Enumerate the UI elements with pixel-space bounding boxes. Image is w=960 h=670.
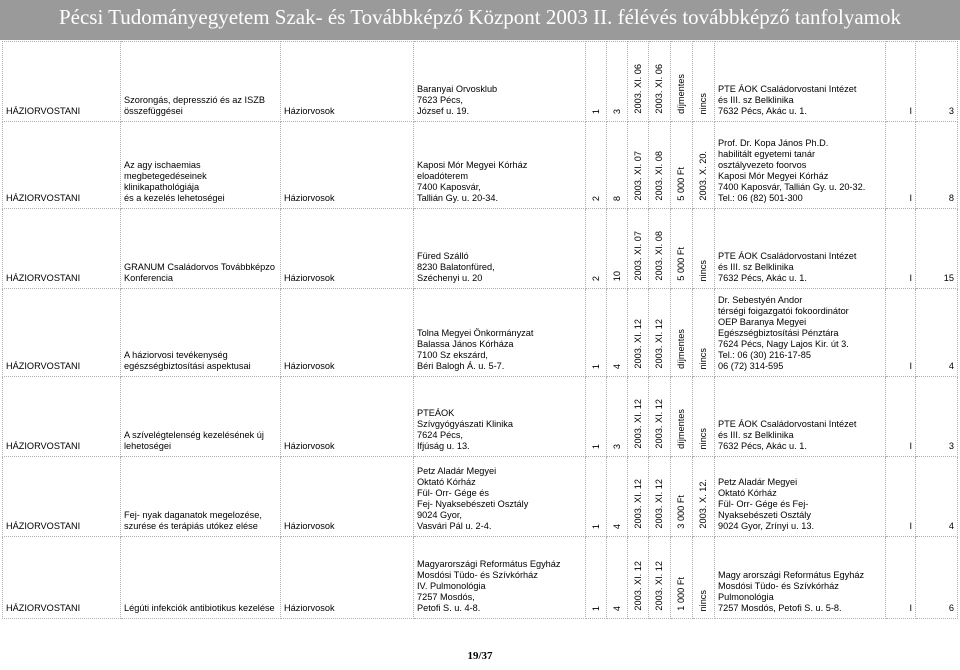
venue-cell (414, 209, 586, 289)
hours-cell (607, 122, 628, 209)
level-cell-text: I (909, 441, 912, 451)
days-value: 2 (590, 195, 601, 201)
points-cell (916, 122, 958, 209)
organizer-cell (715, 42, 886, 122)
level-cell (886, 42, 916, 122)
venue-cell (414, 377, 586, 457)
start-date-cell (628, 209, 649, 289)
start-date-cell-text: 2003. XI. 12 (632, 561, 643, 611)
fee-cell (671, 377, 693, 457)
deadline-cell-text: nincs (698, 427, 708, 449)
audience-cell-text: Háziorvosok (284, 193, 335, 203)
course-title-cell (121, 377, 281, 457)
course-table (2, 41, 958, 619)
end-date-cell (649, 377, 671, 457)
table-row (3, 457, 958, 537)
hours-value: 4 (611, 523, 622, 529)
points-cell (916, 209, 958, 289)
days-cell (586, 377, 607, 457)
audience-cell (281, 42, 414, 122)
organizer-cell-text: PTE ÁOK Családorvostani Intézet és III. sz Belklinika 7632 Pécs, Akác u. 1. (718, 84, 857, 116)
table-row (3, 377, 958, 457)
fee-cell-text: 5 000 Ft (676, 167, 686, 201)
venue-cell-text: Füred Szálló 8230 Balatonfüred, Széchenyi u. 20 (417, 251, 495, 283)
end-date-cell-text: 2003. XI. 08 (654, 151, 664, 201)
venue-cell-text: Kaposi Mór Megyei Kórház eloadóterem 7400 Kaposvár, Tallián Gy. u. 20-34. (417, 160, 528, 203)
deadline-cell (693, 42, 715, 122)
table-row (3, 122, 958, 209)
course-title-cell (121, 42, 281, 122)
hours-value: 3 (611, 443, 622, 449)
course-title-cell-text: Az agy ischaemias megbetegedéseinek klinikapathológiája és a kezelés lehetoségei (124, 160, 225, 203)
hours-value: 4 (611, 605, 622, 611)
days-cell (586, 537, 607, 619)
fee-cell (671, 289, 693, 377)
venue-cell-text: PTEÁOK Szívgyógyászati Klinika 7624 Pécs, Ifjúság u. 13. (417, 408, 514, 451)
specialty-cell-text: HÁZIORVOSTANI (6, 603, 81, 613)
specialty-cell-text: HÁZIORVOSTANI (6, 106, 81, 116)
level-cell (886, 537, 916, 619)
audience-cell-text: Háziorvosok (284, 361, 335, 371)
organizer-cell (715, 457, 886, 537)
days-cell (586, 457, 607, 537)
organizer-cell-text: Prof. Dr. Kopa János Ph.D. habilitált egyetemi tanár osztályvezeto foorvos Kaposi Mór Megyei Kórház 7400 Kaposvár, Tallián Gy. u. 20-32. Tel.: 06 (82) 501-300 (718, 138, 866, 203)
deadline-cell-text: 2003. X. 20. (698, 151, 708, 201)
hours-cell (607, 42, 628, 122)
specialty-cell (3, 289, 121, 377)
deadline-cell (693, 537, 715, 619)
start-date-cell-text: 2003. XI. 06 (632, 64, 643, 114)
points-cell (916, 537, 958, 619)
start-date-cell-text: 2003. XI. 12 (632, 319, 643, 369)
audience-cell-text: Háziorvosok (284, 521, 335, 531)
organizer-cell (715, 122, 886, 209)
deadline-cell (693, 457, 715, 537)
course-title-cell (121, 122, 281, 209)
fee-cell-text: 1 000 Ft (676, 577, 686, 611)
fee-cell (671, 457, 693, 537)
specialty-cell-text: HÁZIORVOSTANI (6, 521, 81, 531)
audience-cell (281, 289, 414, 377)
course-title-cell-text: A háziorvosi tevékenység egészségbiztosítási aspektusai (124, 350, 251, 371)
hours-value: 3 (611, 108, 622, 114)
days-value: 1 (590, 363, 601, 369)
points-cell (916, 289, 958, 377)
end-date-cell (649, 122, 671, 209)
start-date-cell (628, 289, 649, 377)
fee-cell (671, 209, 693, 289)
level-cell-text: I (909, 521, 912, 531)
days-cell (586, 122, 607, 209)
level-cell-text: I (909, 273, 912, 283)
fee-cell-text: 5 000 Ft (676, 247, 686, 281)
deadline-cell-text: nincs (698, 589, 708, 611)
specialty-cell (3, 377, 121, 457)
level-cell (886, 289, 916, 377)
end-date-cell (649, 537, 671, 619)
days-cell (586, 209, 607, 289)
deadline-cell (693, 209, 715, 289)
fee-cell (671, 122, 693, 209)
audience-cell (281, 457, 414, 537)
audience-cell-text: Háziorvosok (284, 273, 335, 283)
organizer-cell-text: Magy arországi Református Egyház Mosdósi Tüdo- és Szívkórház Pulmonológia 7257 Mosdós, Petofi S. u. 5-8. (718, 570, 865, 613)
specialty-cell (3, 537, 121, 619)
fee-cell-text: 3 000 Ft (676, 495, 686, 529)
venue-cell (414, 289, 586, 377)
end-date-cell (649, 289, 671, 377)
level-cell-text: I (909, 106, 912, 116)
course-title-cell (121, 209, 281, 289)
deadline-cell (693, 289, 715, 377)
start-date-cell (628, 457, 649, 537)
start-date-cell (628, 537, 649, 619)
points-cell-text: 6 (948, 603, 954, 613)
start-date-cell (628, 377, 649, 457)
days-cell (586, 42, 607, 122)
organizer-cell (715, 537, 886, 619)
hours-cell (607, 457, 628, 537)
specialty-cell (3, 209, 121, 289)
hours-cell (607, 289, 628, 377)
start-date-cell-text: 2003. XI. 12 (632, 399, 643, 449)
points-cell-text: 3 (948, 441, 954, 451)
page-header (0, 0, 960, 40)
hours-cell (607, 377, 628, 457)
level-cell (886, 457, 916, 537)
fee-cell-text: díjmentes (676, 74, 686, 114)
venue-cell-text: Magyarországi Református Egyház Mosdósi Tüdo- és Szívkórház IV. Pulmonológia 7257 Mosdós, Petofi S. u. 4-8. (417, 559, 561, 613)
course-title-cell-text: A szívelégtelenség kezelésének új lehetoségei (124, 430, 264, 451)
points-cell-text: 4 (948, 361, 954, 371)
page-number (0, 650, 960, 662)
hours-value: 8 (611, 195, 622, 201)
venue-cell (414, 537, 586, 619)
venue-cell (414, 122, 586, 209)
days-value: 1 (590, 443, 601, 449)
fee-cell-text: díjmentes (676, 409, 686, 449)
deadline-cell (693, 377, 715, 457)
hours-cell (607, 209, 628, 289)
days-cell (586, 289, 607, 377)
end-date-cell-text: 2003. XI. 12 (654, 319, 664, 369)
deadline-cell-text: nincs (698, 92, 708, 114)
venue-cell (414, 457, 586, 537)
specialty-cell-text: HÁZIORVOSTANI (6, 273, 81, 283)
specialty-cell-text: HÁZIORVOSTANI (6, 193, 81, 203)
course-title-cell (121, 457, 281, 537)
course-title-cell-text: Szorongás, depresszió és az ISZB összefüggései (124, 95, 265, 116)
organizer-cell-text: PTE ÁOK Családorvostani Intézet és III. sz Belklinika 7632 Pécs, Akác u. 1. (718, 419, 857, 451)
audience-cell-text: Háziorvosok (284, 441, 335, 451)
deadline-cell-text: 2003. X. 12. (698, 479, 708, 529)
organizer-cell-text: Petz Aladár Megyei Oktató Kórház Fül- Orr- Gége és Fej- Nyaksebészeti Osztály 9024 Gyor, Zrínyi u. 13. (718, 477, 815, 531)
specialty-cell (3, 457, 121, 537)
specialty-cell-text: HÁZIORVOSTANI (6, 441, 81, 451)
points-cell-text: 8 (948, 193, 954, 203)
specialty-cell (3, 122, 121, 209)
venue-cell (414, 42, 586, 122)
course-title-cell-text: Légúti infekciók antibiotikus kezelése (124, 603, 275, 613)
start-date-cell-text: 2003. XI. 12 (632, 479, 643, 529)
fee-cell (671, 42, 693, 122)
course-title-cell-text: Fej- nyak daganatok megelozése, szurése és terápiás utókez elése (124, 510, 262, 531)
fee-cell-text: díjmentes (676, 329, 686, 369)
course-title-cell (121, 537, 281, 619)
level-cell-text: I (909, 603, 912, 613)
deadline-cell-text: nincs (698, 259, 708, 281)
points-cell (916, 457, 958, 537)
hours-cell (607, 537, 628, 619)
page-number-text: 19/37 (467, 650, 493, 662)
end-date-cell (649, 457, 671, 537)
venue-cell-text: Tolna Megyei Önkormányzat Balassa János Kórháza 7100 Sz ekszárd, Béri Balogh Á. u. 5-7. (417, 328, 534, 371)
organizer-cell (715, 289, 886, 377)
course-title-cell-text: GRANUM Családorvos Továbbképzo Konferencia (124, 262, 275, 283)
audience-cell-text: Háziorvosok (284, 603, 335, 613)
header-title: Pécsi Tudományegyetem Szak- és Továbbképző Központ 2003 II. félévés továbbképző tanfolyamok (58, 5, 902, 29)
level-cell (886, 377, 916, 457)
table-row (3, 42, 958, 122)
deadline-cell-text: nincs (698, 347, 708, 369)
start-date-cell-text: 2003. XI. 07 (632, 231, 643, 281)
end-date-cell (649, 42, 671, 122)
organizer-cell-text: PTE ÁOK Családorvostani Intézet és III. sz Belklinika 7632 Pécs, Akác u. 1. (718, 251, 857, 283)
end-date-cell-text: 2003. XI. 12 (654, 399, 664, 449)
table-row (3, 537, 958, 619)
points-cell-text: 15 (943, 273, 954, 283)
level-cell (886, 209, 916, 289)
points-cell (916, 42, 958, 122)
points-cell (916, 377, 958, 457)
audience-cell (281, 122, 414, 209)
days-value: 1 (590, 605, 601, 611)
audience-cell (281, 209, 414, 289)
venue-cell-text: Petz Aladár Megyei Oktató Kórház Fül- Orr- Gége és Fej- Nyaksebészeti Osztály 9024 Gyor, Vasvári Pál u. 2-4. (417, 466, 529, 531)
start-date-cell (628, 122, 649, 209)
start-date-cell (628, 42, 649, 122)
points-cell-text: 4 (948, 521, 954, 531)
end-date-cell-text: 2003. XI. 12 (654, 561, 664, 611)
level-cell (886, 122, 916, 209)
points-cell-text: 3 (948, 106, 954, 116)
level-cell-text: I (909, 361, 912, 371)
course-title-cell (121, 289, 281, 377)
table-row (3, 209, 958, 289)
table-row (3, 289, 958, 377)
specialty-cell (3, 42, 121, 122)
audience-cell-text: Háziorvosok (284, 106, 335, 116)
end-date-cell-text: 2003. XI. 08 (654, 231, 664, 281)
venue-cell-text: Baranyai Orvosklub 7623 Pécs, József u. 19. (417, 84, 498, 116)
days-value: 2 (590, 275, 601, 281)
fee-cell (671, 537, 693, 619)
days-value: 1 (590, 523, 601, 529)
start-date-cell-text: 2003. XI. 07 (632, 151, 643, 201)
organizer-cell (715, 209, 886, 289)
level-cell-text: I (909, 193, 912, 203)
end-date-cell-text: 2003. XI. 12 (654, 479, 664, 529)
organizer-cell-text: Dr. Sebestyén Andor térségi foigazgatói fokoordinátor OEP Baranya Megyei Egészségbiztosítási Pénztára 7624 Pécs, Nagy Lajos Kir. út 3. Tel.: 06 (30) 216-17-85 06 (72) 314-595 (718, 295, 849, 371)
hours-value: 4 (611, 363, 622, 369)
deadline-cell (693, 122, 715, 209)
end-date-cell (649, 209, 671, 289)
audience-cell (281, 377, 414, 457)
hours-value: 10 (611, 270, 622, 281)
end-date-cell-text: 2003. XI. 06 (654, 64, 664, 114)
organizer-cell (715, 377, 886, 457)
audience-cell (281, 537, 414, 619)
specialty-cell-text: HÁZIORVOSTANI (6, 361, 81, 371)
days-value: 1 (590, 108, 601, 114)
